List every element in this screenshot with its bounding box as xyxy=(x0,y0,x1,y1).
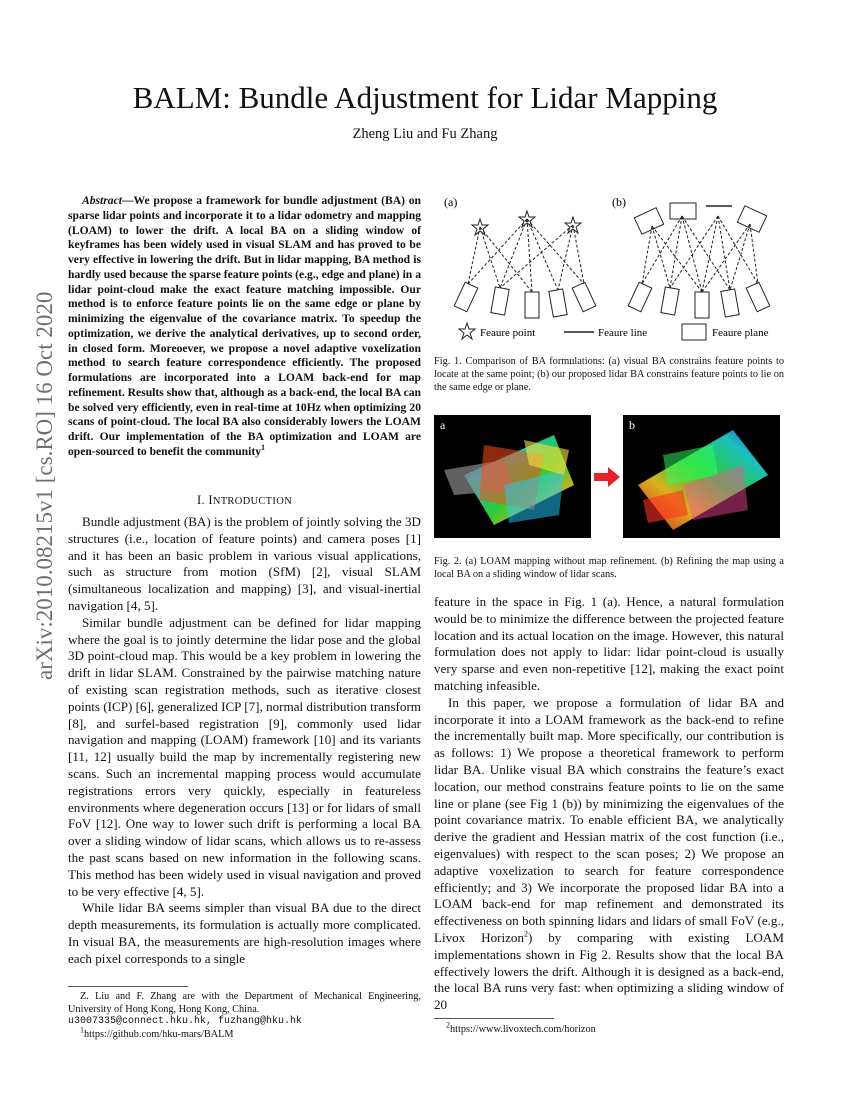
paper-authors: Zheng Liu and Fu Zhang xyxy=(352,126,498,142)
footnote-1-mark: 1 xyxy=(80,1025,84,1035)
arxiv-stamp: arXiv:2010.08215v1 [cs.RO] 16 Oct 2020 xyxy=(32,291,57,680)
section-rest: NTRODUCTION xyxy=(212,496,292,507)
section-first-letter: I xyxy=(208,493,213,507)
abstract-label: Abstract xyxy=(82,194,122,207)
fig1-legend-line: Feaure line xyxy=(598,327,648,339)
footnote-1-url[interactable]: https://github.com/hku-mars/BALM xyxy=(84,1028,234,1040)
footnote-mark: 2 xyxy=(524,929,529,939)
abstract-footnote-mark: 1 xyxy=(261,442,266,452)
fig1-legend-plane: Feaure plane xyxy=(712,327,769,339)
figure-2-caption: Fig. 2. (a) LOAM mapping without map refinement. (b) Refining the map using a local BA on a sliding window of lidar scans. xyxy=(434,556,784,581)
fig2-label-a: a xyxy=(440,418,446,432)
fig1-legend-point: Feaure point xyxy=(480,327,536,339)
body-left-column xyxy=(68,514,421,968)
paragraph: Bundle adjustment (BA) is the problem of jointly solving the 3D structures (i.e., location of feature points) and camera poses [1] and it has been an basic problem in various visual applications, such as structure from motion (SfM) [2], visual SLAM (simultaneous localization and mapping) [3], and visual-inertial navigation [4, 5]. xyxy=(68,514,421,613)
figure-1-diagram xyxy=(434,192,784,352)
section-heading-introduction xyxy=(68,493,421,508)
abstract-text: We propose a framework for bundle adjustment (BA) on sparse lidar points and incorporate it to a lidar odometry and mapping (LOAM) to lower the drift. A local BA on a sliding window of keyframes has been widely used in visual SLAM and has proved to be very effective in lowering the drift. But in lidar mapping, BA method is hardly used because the sparse feature points (e.g., edge and plane) in a lidar point-cloud make the exact feature matching impossible. Our method is to enforce feature points lie on the same edge or plane by minimizing the eigenvalue of the covariance matrix. To speedup the optimization, we derive the analytical derivatives, up to second order, in closed form. Moreoever, we propose a novel adaptive voxelization method to search feature correspondence efficiently. The proposed formulations are incorporated into a LOAM back-end for map refinement. Results show that, although as a back-end, the local BA can be solved very efficiently, even in real-time at 10Hz when optimizing 20 scans of point-cloud. The local BA also considerably lowers the LOAM drift. Our implementation of the BA optimization and LOAM are open-sourced to benefit the community xyxy=(68,194,421,458)
footnote-2-url[interactable]: https://www.livoxtech.com/horizon xyxy=(450,1024,596,1035)
footnote-rule-left xyxy=(68,986,188,987)
affiliation-note: Z. Liu and F. Zhang are with the Department of Mechanical Engineering, University of Hong Kong, Hong Kong, China. xyxy=(68,991,421,1015)
footnote-2 xyxy=(434,1020,784,1037)
footnote-2-mark: 2 xyxy=(446,1020,450,1030)
figure-1-caption: Fig. 1. Comparison of BA formulations: (a) visual BA constrains feature points to locate at the same point; (b) our proposed lidar BA constrains feature points to lie on the same edge or plane. xyxy=(434,356,784,394)
paragraph-part: In this paper, we propose a formulation of lidar BA and incorporate it into a LOAM framework as the back-end to refine the incrementally built map. More specifically, our contribution is as follows: 1) We propose a theoretical framework to perform lidar BA. Unlike visual BA which constrains the feature’s exact location, our method constrains feature points to lie on the same line or plane (see Fig 1 (b)) by minimizing the eigenvalues of the point covariance matrix. To enable efficient BA, we analytically derive the gradient and Hessian matrix of the cost function (i.e., eigenvalues) with respect to the scan poses; 2) We propose an adaptive voxelization to search for feature correspondence efficiently; and 3) We incorporate the proposed lidar BA into a LOAM back-end for map refinement and demonstrated its effectiveness on both spinning lidars and lidars of small FoV (e.g., Livox Horizon xyxy=(434,694,784,945)
abstract xyxy=(68,194,421,460)
figure-2a-image xyxy=(434,415,591,538)
body-right-column xyxy=(434,594,784,1014)
paragraph: Similar bundle adjustment can be defined for lidar mapping where the goal is to jointly determine the lidar pose and the global 3D point-cloud map. This would be a key problem in lowering the drift in lidar SLAM. Constrained by the pairwise matching nature of existing scan registration methods, such as iterative closest points (ICP) [6], generalized ICP [7], normal distribution transform [8], and surfel-based registration [9], commonly used lidar navigation and mapping (LOAM) framework [10] and its variants [11, 12] usually build the map by incrementally registering new scans. Such an incremental mapping process would accumulate registrations errors very quickly, especially in featureless environments where degeneration occurs [13] or for lidars of small FoV [12]. One way to lower such drift is performing a local BA over a sliding window of lidar scans, which allows us to re-assess the past scans based on new information in the following scans. This method has been widely used in visual navigation and proved to be very effective [4, 5]. xyxy=(68,614,421,899)
fig1-label-b: (b) xyxy=(612,195,626,209)
fig2-arrow-icon xyxy=(594,467,620,487)
footnote-1 xyxy=(68,1025,421,1042)
author-emails: u3007335@connect.hku.hk, fuzhang@hku.hk xyxy=(68,1016,303,1027)
paragraph: While lidar BA seems simpler than visual BA due to the direct depth measurements, its formulation is actually more complicated. In visual BA, the measurements are high-resolution images where each pixel corresponds to a single xyxy=(68,900,421,966)
fig1-label-a: (a) xyxy=(444,195,458,209)
paragraph: feature in the space in Fig. 1 (a). Hence, a natural formulation would be to minimize the difference between the projected feature location and its actual location on the image. However, this natural formulation does not apply to lidar: lidar point-cloud is usually very sparse and even non-repetitive [12], making the exact point matching infeasible. xyxy=(434,594,784,693)
footnotes-left xyxy=(68,991,421,1041)
paragraph xyxy=(434,695,784,1014)
abstract-dash: — xyxy=(121,194,134,207)
footnote-rule-right xyxy=(434,1018,554,1019)
section-number: I. xyxy=(197,493,209,507)
fig2-label-b: b xyxy=(629,418,635,432)
paragraph-part: ) by comparing with existing LOAM implementations shown in Fig 2. Results show that the local BA effectively lowers the drift. Although it is designed as a back-end, the local BA runs very fast: when optimizing a sliding window of 20 xyxy=(434,929,784,1013)
paper-title: BALM: Bundle Adjustment for Lidar Mapping xyxy=(132,80,718,115)
figure-2b-image xyxy=(623,415,780,538)
